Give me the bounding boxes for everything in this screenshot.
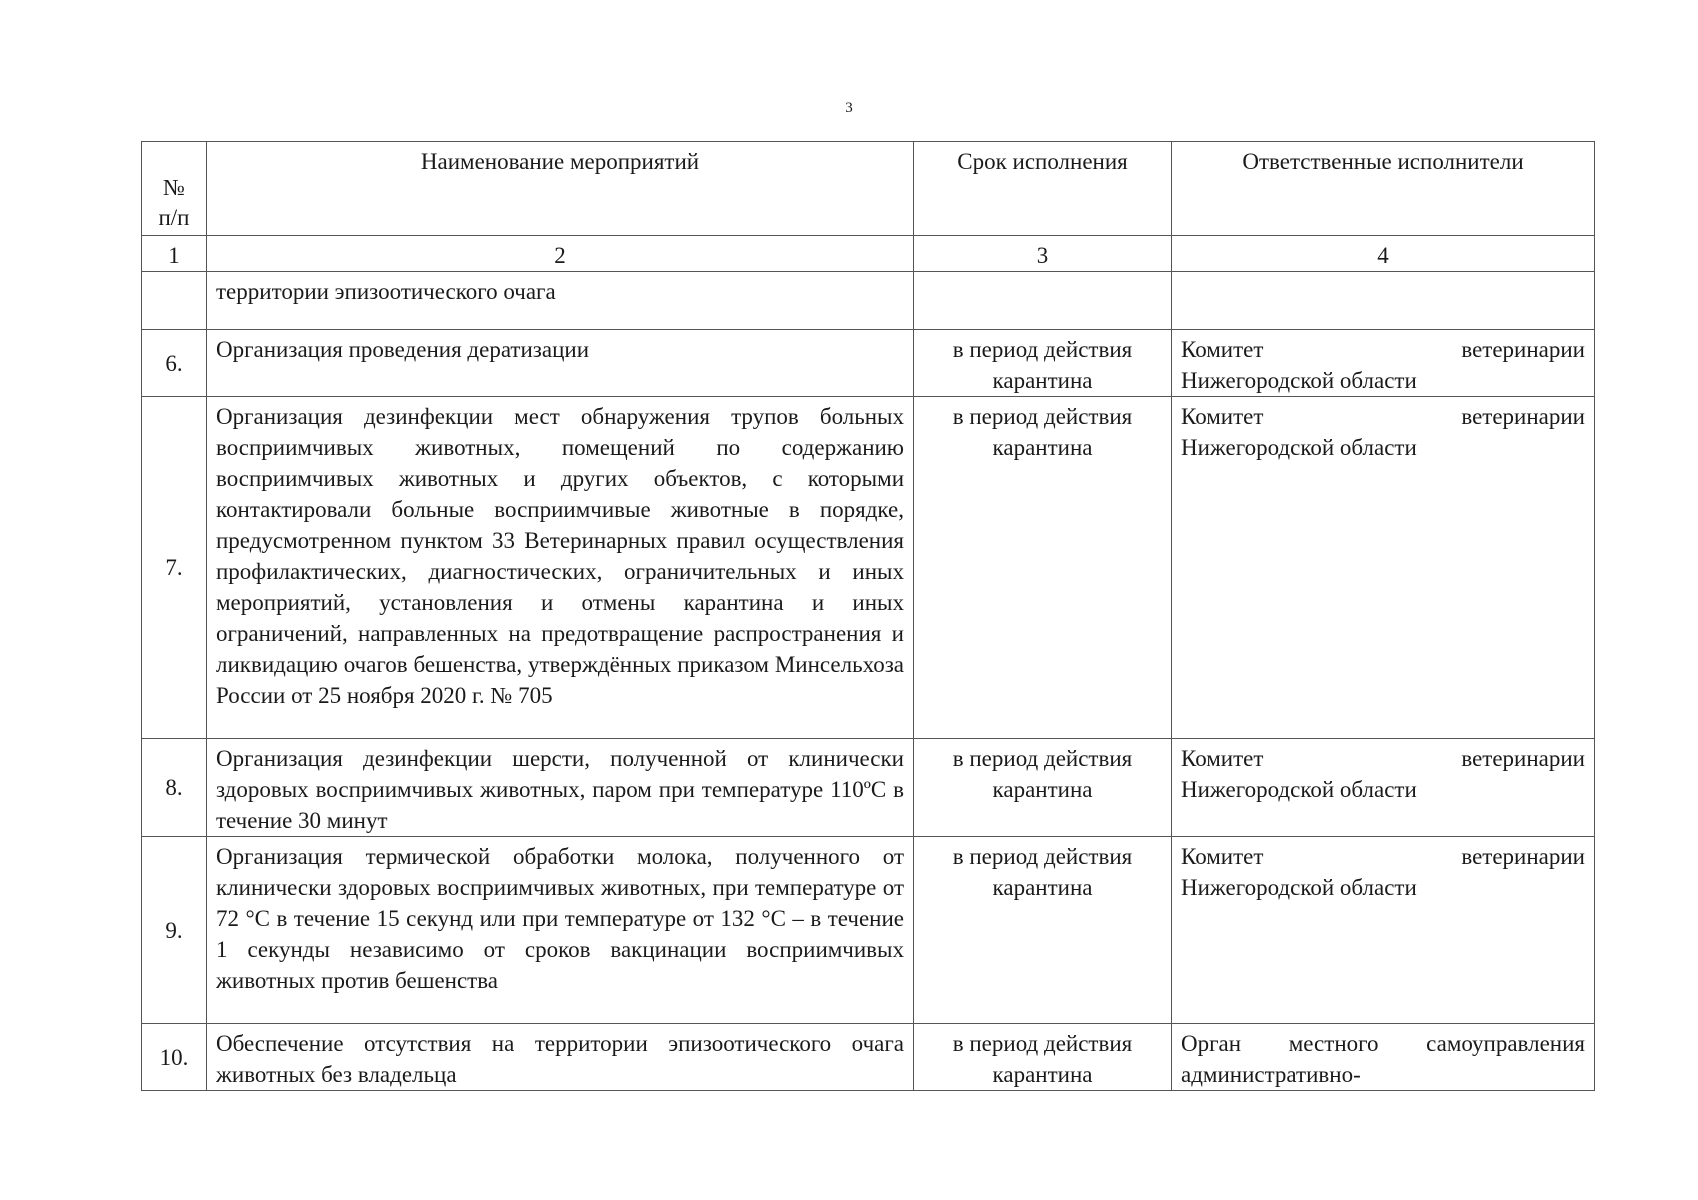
table-row	[142, 397, 1595, 739]
row-responsible	[1172, 272, 1595, 330]
header-num-abbr: п/п	[158, 205, 190, 230]
column-index-2: 2	[207, 236, 914, 272]
row-responsible-line1: Комитет ветеринарии	[1181, 337, 1585, 362]
row-name: Обеспечение отсутствия на территории эпизоотического очага животных без владельца	[207, 1024, 914, 1091]
row-num: 9.	[142, 837, 207, 1024]
row-responsible-line2: Нижегородской области	[1181, 368, 1417, 393]
table-row	[142, 837, 1595, 1024]
row-responsible-line1: Орган местного самоуправления	[1181, 1031, 1585, 1056]
table-row	[142, 272, 1595, 330]
row-responsible-line2: административно-	[1181, 1062, 1361, 1087]
row-name: территории эпизоотического очага	[207, 272, 914, 330]
table-row	[142, 739, 1595, 837]
table-header-row	[142, 142, 1595, 236]
header-num-symbol: №	[163, 175, 185, 200]
row-term: в период действия карантина	[914, 739, 1172, 837]
row-name: Организация проведения дератизации	[207, 330, 914, 397]
header-num	[142, 142, 207, 236]
column-index-row	[142, 236, 1595, 272]
row-num	[142, 272, 207, 330]
row-responsible-line1: Комитет ветеринарии	[1181, 404, 1585, 429]
row-name: Организация дезинфекции мест обнаружения трупов больных восприимчивых животных, помещений по содержанию восприимчивых животных и других объектов, с которыми контактировали больные восприимчивые животные в порядке, предусмотренном пунктом 33 Ветеринарных правил осуществления профилактических, диагностических, ограничительных и иных мероприятий, установления и отмены карантина и иных ограничений, направленных на предотвращение распространения и ликвидацию очагов бешенства, утверждённых приказом Минсельхоза России от 25 ноября 2020 г. № 705	[207, 397, 914, 739]
row-responsible	[1172, 1024, 1595, 1091]
row-responsible-line2: Нижегородской области	[1181, 875, 1417, 900]
row-num: 10.	[142, 1024, 207, 1091]
measures-table	[141, 141, 1595, 1091]
row-responsible-line2: Нижегородской области	[1181, 435, 1417, 460]
row-name: Организация дезинфекции шерсти, полученной от клинически здоровых восприимчивых животных, паром при температуре 110ºС в течение 30 минут	[207, 739, 914, 837]
row-responsible	[1172, 837, 1595, 1024]
row-responsible-line1: Комитет ветеринарии	[1181, 746, 1585, 771]
row-responsible	[1172, 397, 1595, 739]
table-row	[142, 1024, 1595, 1091]
row-term: в период действия карантина	[914, 397, 1172, 739]
header-name: Наименование мероприятий	[207, 142, 914, 236]
page-number: 3	[845, 100, 853, 116]
row-num: 8.	[142, 739, 207, 837]
row-responsible	[1172, 739, 1595, 837]
row-responsible-line1: Комитет ветеринарии	[1181, 844, 1585, 869]
row-num: 7.	[142, 397, 207, 739]
column-index-4: 4	[1172, 236, 1595, 272]
column-index-1: 1	[142, 236, 207, 272]
row-responsible	[1172, 330, 1595, 397]
row-name: Организация термической обработки молока, полученного от клинически здоровых восприимчивых животных, при температуре от 72 °С в течение 15 секунд или при температуре от 132 °С – в течение 1 секунды независимо от сроков вакцинации восприимчивых животных против бешенства	[207, 837, 914, 1024]
header-term: Срок исполнения	[914, 142, 1172, 236]
table-row	[142, 330, 1595, 397]
row-term: в период действия карантина	[914, 837, 1172, 1024]
column-index-3: 3	[914, 236, 1172, 272]
row-term: в период действия карантина	[914, 1024, 1172, 1091]
row-term: в период действия карантина	[914, 330, 1172, 397]
row-term	[914, 272, 1172, 330]
row-responsible-line2: Нижегородской области	[1181, 777, 1417, 802]
row-num: 6.	[142, 330, 207, 397]
header-responsible: Ответственные исполнители	[1172, 142, 1595, 236]
